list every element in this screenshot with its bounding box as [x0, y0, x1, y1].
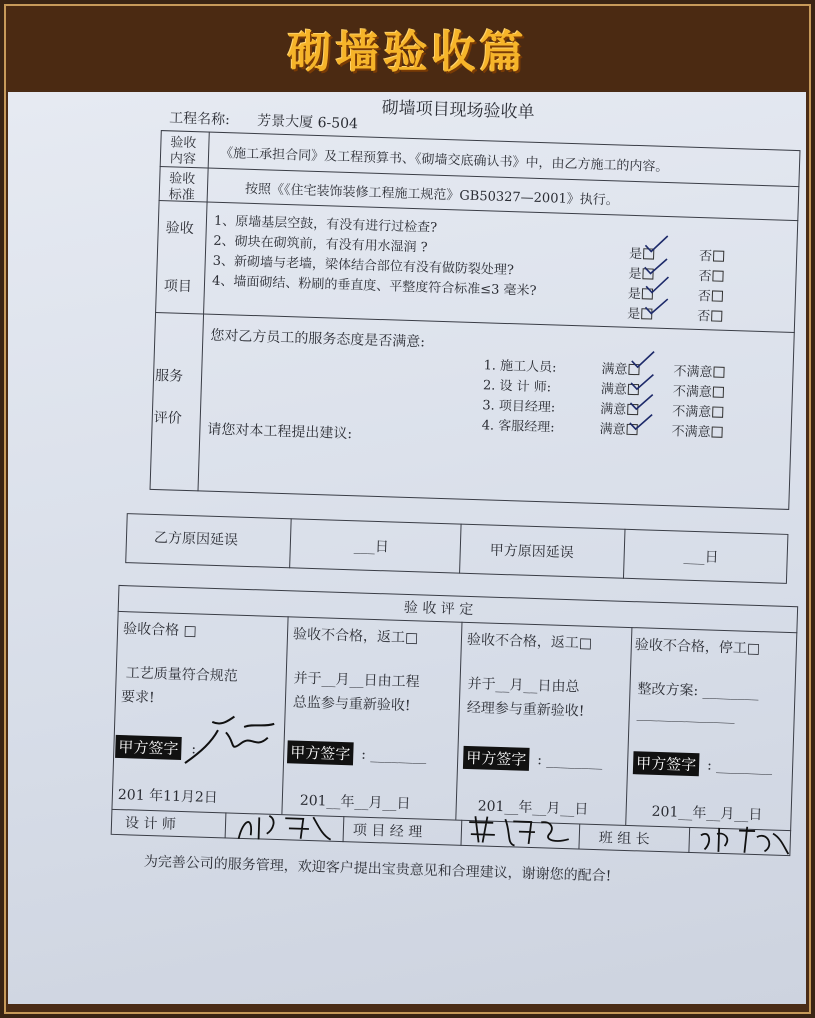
service-1-bad[interactable] — [673, 360, 725, 381]
delay-b-label: 乙方原因延误 — [153, 530, 239, 549]
service-4-bad-label: 不满意 — [671, 424, 711, 441]
content-label-1: 验收 — [170, 135, 197, 152]
service-question: 您对乙方员工的服务态度是否满意: — [210, 327, 426, 351]
eval-1-date: 201 年11月2日 — [117, 787, 219, 807]
eval-1-head[interactable]: 验收合格 □ — [122, 621, 198, 640]
item-3-no-checkbox[interactable] — [712, 290, 723, 301]
suggestion-label: 请您对本工程提出建议: — [207, 421, 353, 443]
eval-3-sign-label: 甲方签字 — [463, 746, 530, 771]
pm-label: 项 目 经 理 — [352, 822, 423, 841]
project-value: 芳景大厦 6-504 — [256, 113, 359, 133]
service-1-check-mark-icon — [629, 349, 656, 372]
items-label-1: 验收 — [165, 220, 194, 238]
service-4-bad-checkbox[interactable] — [711, 426, 722, 437]
designer-signature — [232, 809, 337, 846]
service-2-ok-label: 满意 — [600, 381, 628, 398]
item-3-no[interactable] — [698, 285, 724, 305]
form-heading: 砌墙项目现场验收单 — [381, 97, 535, 123]
eval-2-sign-tail[interactable]: : ________ — [361, 746, 427, 765]
service-2-bad[interactable] — [673, 380, 725, 401]
item-3-check-mark-icon — [644, 274, 671, 297]
item-2-no[interactable] — [698, 265, 724, 285]
eval-3-line1: 并于__月__日由总 — [467, 675, 580, 696]
eval-1-sign-tail: : — [191, 741, 197, 758]
items-label-2: 项目 — [163, 278, 193, 296]
team-leader-signature — [694, 821, 791, 858]
eval-1-line1: 工艺质量符合规范 — [125, 665, 238, 685]
service-1-bad-label: 不满意 — [673, 364, 713, 381]
item-2-yes-label: 是 — [628, 266, 642, 283]
service-4-check-mark-icon — [628, 411, 655, 434]
content-text: 《施工承担合同》及工程预算书、《砌墙交底确认书》中，由乙方施工的内容。 — [219, 145, 669, 175]
item-4-yes-label: 是 — [627, 306, 641, 323]
standard-label-1: 验收 — [169, 171, 196, 188]
eval-4-head[interactable]: 验收不合格，停工□ — [634, 637, 761, 658]
item-3-text: 3、新砌墙与老墙，梁体结合部位有没有做防裂处理? — [212, 253, 515, 279]
eval-3-sign-tail[interactable]: : ________ — [536, 752, 603, 771]
service-4-ok-label: 满意 — [599, 421, 626, 438]
designer-label: 设 计 师 — [124, 815, 177, 833]
service-3-bad-checkbox[interactable] — [712, 406, 723, 417]
content-label-2: 内容 — [169, 151, 197, 168]
item-1-check-mark-icon — [643, 233, 670, 256]
document-photo — [8, 92, 806, 1004]
delay-a-label: 甲方原因延误 — [489, 542, 574, 562]
item-4-no[interactable] — [697, 305, 723, 325]
item-2-no-label: 否 — [698, 268, 712, 285]
item-4-check-mark-icon — [643, 295, 670, 318]
pm-signature — [464, 812, 575, 851]
service-3-bad[interactable] — [672, 400, 724, 421]
item-2-no-checkbox[interactable] — [712, 270, 723, 281]
eval-1-line2: 要求! — [120, 689, 155, 707]
eval-3-head[interactable]: 验收不合格，返工□ — [466, 631, 593, 652]
service-1-bad-checkbox[interactable] — [713, 367, 724, 378]
team-label: 班 组 长 — [598, 830, 650, 848]
eval-2-sign-label: 甲方签字 — [287, 740, 354, 765]
service-role-3: 3. 项目经理: — [482, 398, 556, 416]
item-3-no-label: 否 — [697, 288, 712, 305]
delay-b-value[interactable]: ___日 — [353, 538, 390, 556]
item-1-no-checkbox[interactable] — [713, 250, 724, 261]
inspection-form — [8, 92, 806, 1004]
item-4-text: 4、墙面砌结、粉刷的垂直度、平整度符合标准≤3 毫米? — [211, 273, 537, 299]
service-role-1: 1. 施工人员: — [483, 358, 557, 376]
standard-text: 按照《《住宅装饰装修工程施工规范》GB50327—2001》执行。 — [244, 181, 619, 209]
item-4-no-label: 否 — [696, 308, 711, 325]
service-4-bad[interactable] — [671, 420, 723, 441]
project-label: 工程名称: — [168, 110, 231, 129]
eval-4-line2[interactable]: ______________ — [636, 705, 735, 725]
service-label-1: 服务 — [154, 367, 184, 385]
item-2-text: 2、砌块在砌筑前，有没有用水湿润 ? — [213, 233, 428, 256]
service-2-bad-checkbox[interactable] — [713, 387, 724, 398]
service-role-4: 4. 客服经理: — [481, 418, 555, 436]
eval-2-date: 201__年__月__日 — [299, 792, 411, 813]
banner-title: 砌墙验收篇 — [287, 27, 528, 78]
eval-4-date: 201__年__月__日 — [651, 803, 763, 824]
service-2-bad-label: 不满意 — [672, 384, 713, 401]
item-4-no-checkbox[interactable] — [711, 310, 722, 321]
service-1-ok-label: 满意 — [601, 361, 628, 378]
eval-2-line1: 并于__月__日由工程 — [293, 670, 420, 691]
eval-title: 验 收 评 定 — [403, 599, 474, 619]
eval-4-sign-tail[interactable]: : ________ — [706, 757, 773, 776]
item-1-no[interactable] — [699, 245, 725, 265]
handwritten-signature-1 — [181, 711, 283, 774]
delay-a-value[interactable]: ___日 — [683, 548, 719, 566]
service-label-2: 评价 — [153, 409, 183, 427]
eval-3-line2: 经理参与重新验收! — [466, 699, 585, 720]
item-1-no-label: 否 — [698, 249, 713, 265]
item-1-yes-label: 是 — [628, 246, 643, 263]
eval-4-sign-label: 甲方签字 — [633, 751, 700, 776]
item-1-text: 1、原墙基层空鼓，有没有进行过检查? — [213, 213, 438, 236]
banner — [6, 6, 809, 90]
eval-2-head[interactable]: 验收不合格，返工□ — [292, 626, 419, 647]
eval-2-line2: 总监参与重新验收! — [292, 694, 411, 715]
service-3-bad-label: 不满意 — [671, 404, 712, 421]
standard-label-2: 标准 — [168, 187, 196, 204]
eval-4-line1[interactable]: 整改方案: ________ — [637, 681, 759, 702]
eval-1-sign-label: 甲方签字 — [115, 735, 182, 760]
service-3-ok-label: 满意 — [600, 401, 627, 418]
eval-3-date: 201__年__月__日 — [477, 798, 589, 818]
service-role-2: 2. 设 计 师: — [482, 378, 552, 396]
footer-note: 为完善公司的服务管理，欢迎客户提出宝贵意见和合理建议，谢谢您的配合! — [143, 853, 612, 885]
item-3-yes-label: 是 — [627, 286, 642, 303]
